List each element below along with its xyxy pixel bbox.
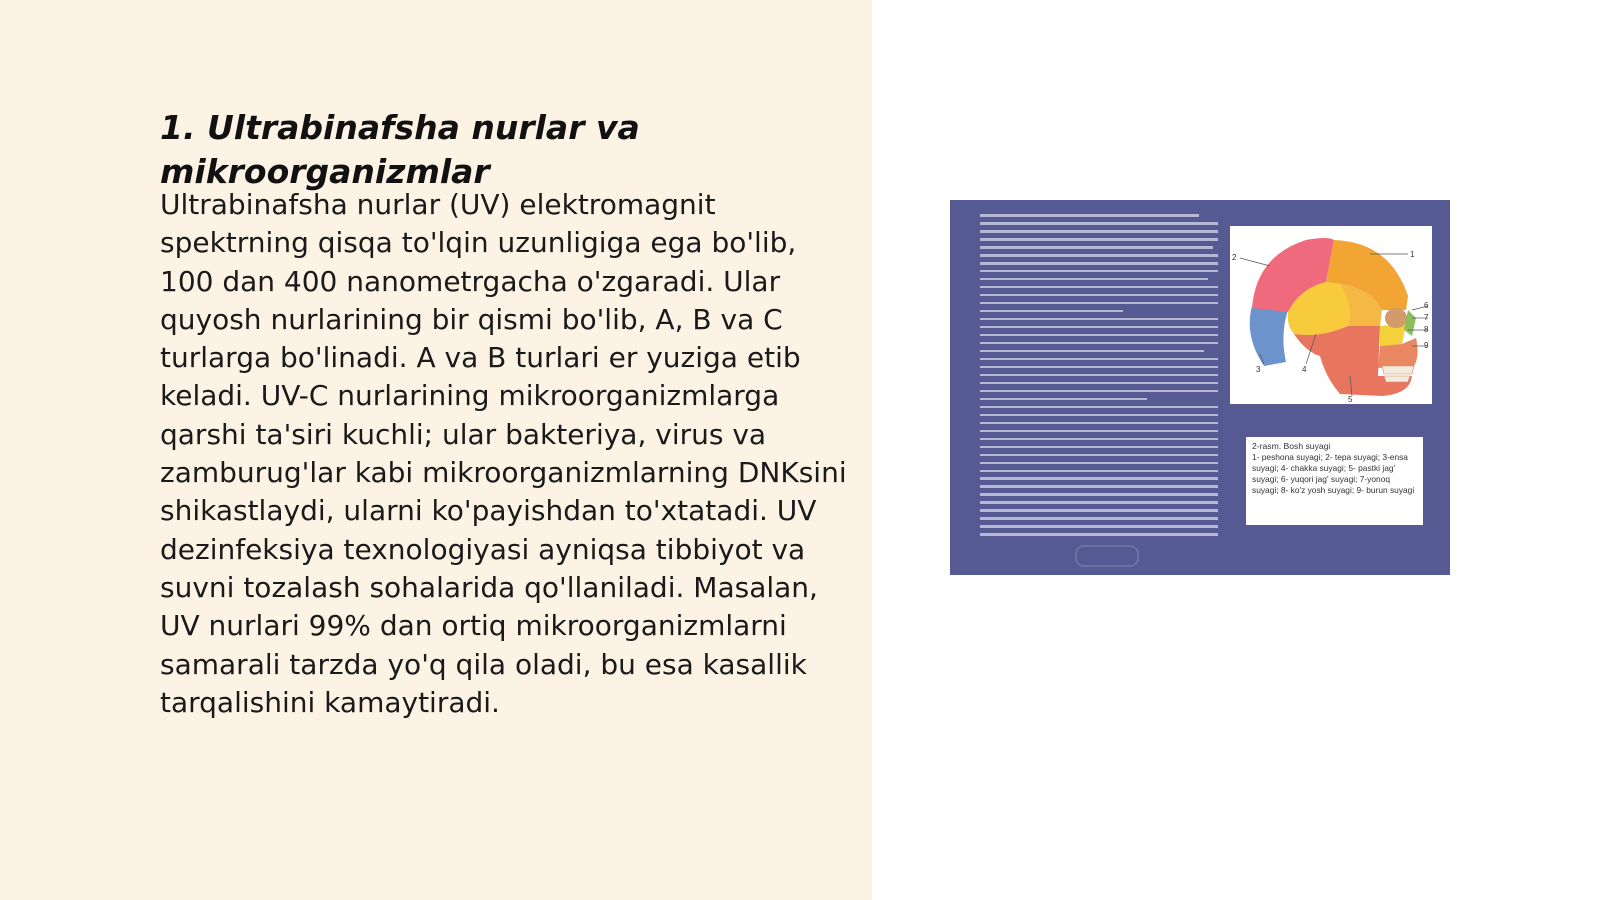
skull-diagram: [1230, 226, 1432, 404]
text-line: [980, 430, 1218, 433]
skull-illustration: [1230, 226, 1432, 404]
text-line: [980, 270, 1218, 273]
text-line: [980, 438, 1218, 441]
text-line: [980, 326, 1218, 329]
text-line: [980, 414, 1218, 417]
text-line: [980, 342, 1218, 345]
text-line: [980, 525, 1218, 528]
text-line: [980, 533, 1218, 536]
slide-title: 1. Ultrabinafsha nurlar va mikroorganizmlar: [160, 108, 640, 191]
text-line: [980, 246, 1213, 249]
text-line: [980, 214, 1199, 217]
skull-label-9: 9: [1424, 341, 1429, 350]
upper-teeth: [1382, 366, 1414, 374]
text-line: [980, 485, 1218, 488]
skull-label-6: 6: [1424, 301, 1429, 310]
skull-label-8: 8: [1424, 325, 1429, 334]
skull-label-7: 7: [1424, 313, 1429, 322]
figure-caption-title: 2-rasm. Bosh suyagi: [1252, 441, 1331, 451]
text-line: [980, 238, 1218, 241]
text-line: [980, 278, 1208, 281]
skull-label-1: 1: [1410, 250, 1415, 259]
skull-label-3: 3: [1256, 365, 1261, 374]
text-line: [980, 454, 1218, 457]
text-line: [980, 262, 1218, 265]
text-line: [980, 254, 1218, 257]
text-line: [980, 422, 1218, 425]
text-line: [980, 358, 1218, 361]
orbit: [1385, 308, 1407, 328]
text-line: [980, 446, 1218, 449]
figure-caption: [1246, 437, 1423, 525]
lower-teeth: [1384, 376, 1410, 382]
skull-label-5: 5: [1348, 395, 1353, 404]
text-line: [980, 398, 1147, 401]
text-line: [980, 470, 1218, 473]
faint-watermark: [1075, 545, 1139, 567]
text-line: [980, 390, 1218, 393]
text-line: [980, 310, 1123, 313]
figure-caption-items: 1- peshona suyagi; 2- tepa suyagi; 3-ensa suyagi; 4- chakka suyagi; 5- pastki jag' suyagi; 6- yuqori jag' suyagi; 7-yonoq suyagi; 8- ko'z yosh suyagi; 9- burun suyagi: [1252, 452, 1415, 495]
text-line: [980, 350, 1204, 353]
text-line: [980, 509, 1218, 512]
slide-body-text: Ultrabinafsha nurlar (UV) elektromagnit spektrning qisqa to'lqin uzunligiga ega bo'lib, 100 dan 400 nanometrgacha o'zgaradi. Ular quyosh nurlarining bir qismi bo'lib, A, B va C turlarga bo'linadi. A va B turlari er yuziga etib keladi. UV-C nurlarining mikroorganizmlarga qarshi ta'siri kuchli; ular bakteriya, virus va zamburug'lar kabi mikroorganizmlarning DNKsini shikastlaydi, ularni ko'payishdan to'xtatadi. UV dezinfeksiya texnologiyasi ayniqsa tibbiyot va suvni tozalash sohalarida qo'llaniladi. Masalan, UV nurlari 99% dan ortiq mikroorganizmlarni samarali tarzda yo'q qila oladi, bu esa kasallik tarqalishini kamaytiradi.: [160, 188, 847, 719]
skull-label-2: 2: [1232, 253, 1237, 262]
text-line: [980, 501, 1218, 504]
textbook-text-column: [980, 214, 1218, 544]
text-line: [980, 366, 1218, 369]
text-line: [980, 286, 1218, 289]
text-line: [980, 334, 1218, 337]
text-line: [980, 517, 1218, 520]
text-line: [980, 382, 1218, 385]
text-line: [980, 318, 1218, 321]
textbook-page-image: [950, 200, 1450, 575]
text-line: [980, 374, 1218, 377]
text-line: [980, 230, 1218, 233]
text-line: [980, 462, 1218, 465]
text-line: [980, 493, 1218, 496]
text-line: [980, 477, 1218, 480]
text-line: [980, 302, 1218, 305]
text-line: [980, 406, 1218, 409]
occipital-bone: [1250, 306, 1288, 366]
text-line: [980, 222, 1218, 225]
text-line: [980, 294, 1218, 297]
skull-label-4: 4: [1302, 365, 1307, 374]
